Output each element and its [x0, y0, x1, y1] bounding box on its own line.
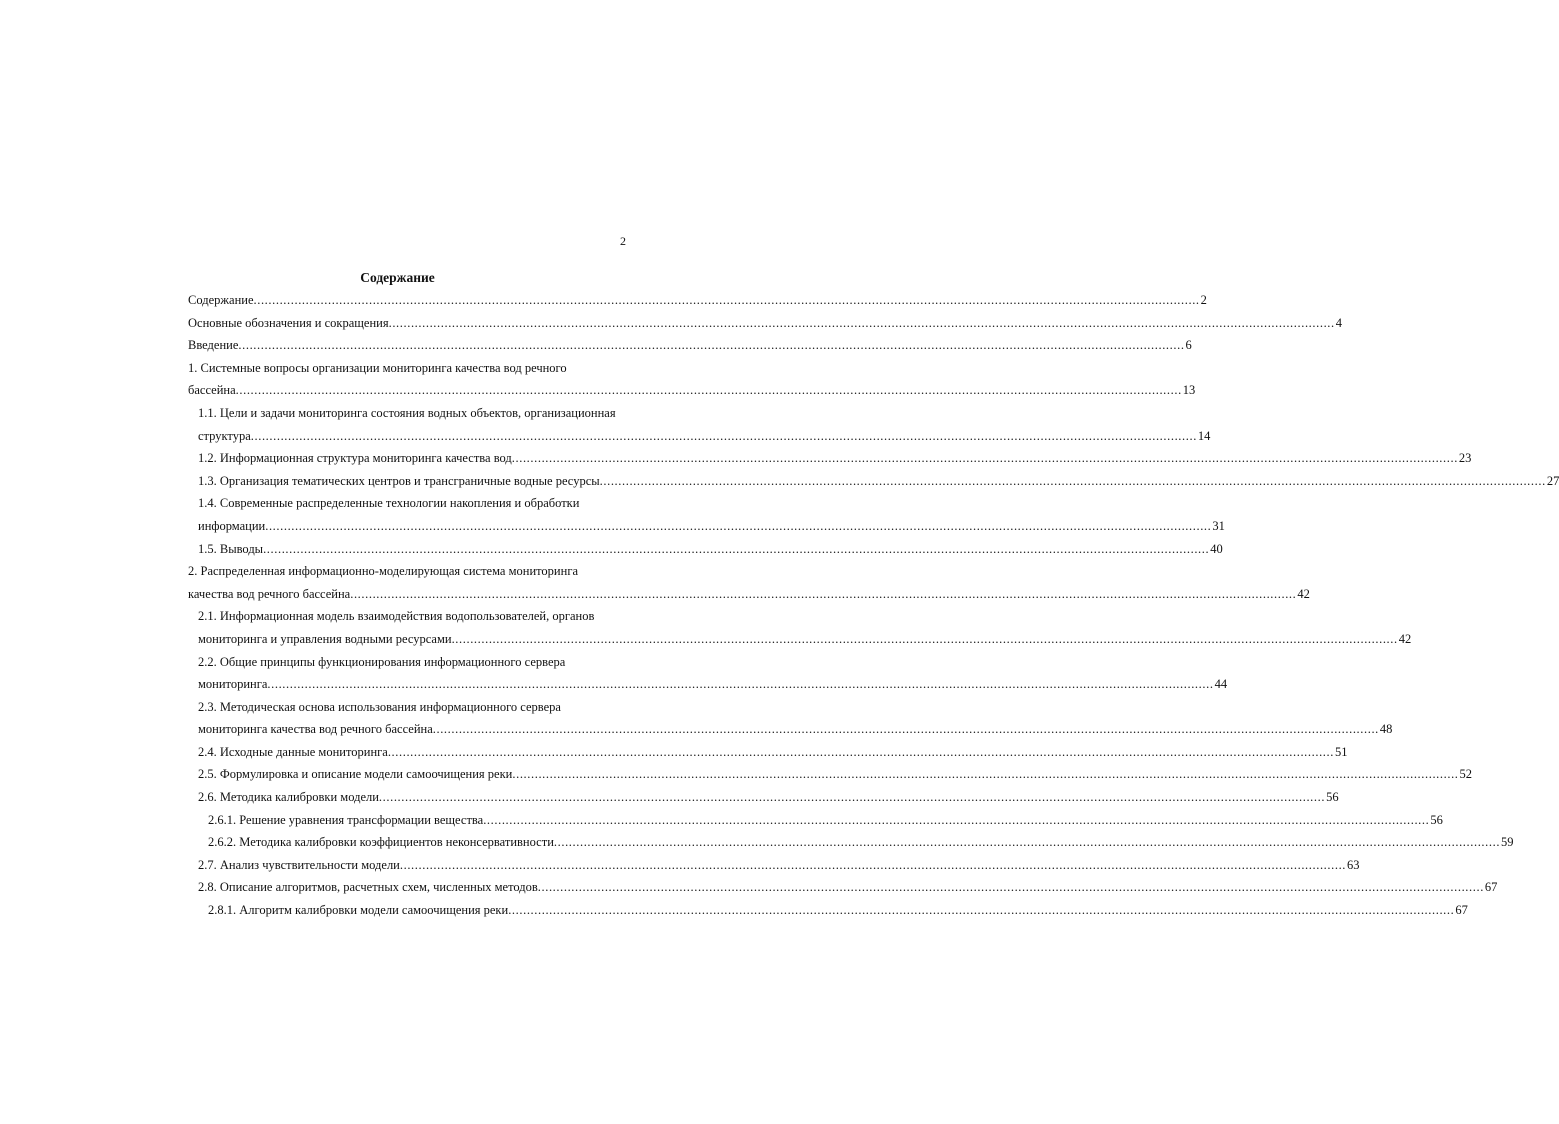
- toc-entry-leader-line: [198, 854, 1360, 877]
- toc-entry-title: 2.6.2. Методика калибровки коэффициентов неконсервативности: [208, 835, 554, 850]
- toc-entry-page-number: 4: [1335, 315, 1342, 330]
- toc-dot-leader: [267, 673, 1213, 696]
- toc-dot-leader: [538, 876, 1484, 899]
- toc-entry: [188, 786, 1339, 809]
- toc-entry-title: информации: [198, 518, 266, 533]
- toc-entry-title: 2.6.1. Решение уравнения трансформации вещества: [208, 812, 484, 827]
- toc-entry-leader-line: [198, 425, 1211, 448]
- toc-entry: [188, 538, 1223, 561]
- toc-entry-leader-line: [198, 538, 1223, 561]
- toc-entry-title: 2.8.1. Алгоритм калибровки модели самоочищения реки: [208, 903, 509, 918]
- toc-entry-leader-line: [198, 470, 1559, 493]
- toc-entry: [188, 741, 1348, 764]
- toc-dot-leader: [600, 470, 1546, 493]
- toc-entry-page-number: 56: [1430, 812, 1443, 827]
- toc-entry-title: Основные обозначения и сокращения: [188, 315, 389, 330]
- toc-entry-page-number: 51: [1334, 744, 1348, 759]
- toc-entry-page-number: 2: [1200, 293, 1207, 307]
- toc-entry-title: 2.8. Описание алгоритмов, расчетных схем, численных методов: [198, 880, 538, 895]
- toc-entry-title: 2.4. Исходные данные мониторинга: [198, 744, 388, 759]
- toc-dot-leader: [254, 289, 1200, 312]
- toc-dot-leader: [265, 515, 1211, 538]
- toc-entry-leader-line: [188, 289, 1207, 312]
- toc-entry-text-line: 1.4. Современные распределенные технологии накопления и обработки: [198, 496, 580, 511]
- toc-entry-page-number: 44: [1214, 677, 1228, 692]
- toc-entry: [188, 312, 1342, 335]
- toc-entry: [188, 809, 1443, 832]
- toc-entry-leader-line: [188, 379, 1196, 402]
- toc-entry-page-number: 14: [1197, 428, 1211, 443]
- toc-entry-title: мониторинга и управления водными ресурсами: [198, 631, 452, 646]
- toc-entry-page-number: 42: [1297, 586, 1310, 601]
- toc-dot-leader: [512, 763, 1458, 786]
- toc-entry-leader-line: [208, 809, 1443, 832]
- toc-entry-page-number: 42: [1398, 631, 1412, 646]
- toc-dot-leader: [512, 447, 1458, 470]
- toc-entry-page-number: 6: [1185, 338, 1192, 353]
- toc-dot-leader: [452, 628, 1398, 651]
- toc-entry-title: Введение: [188, 338, 239, 353]
- toc-entry-text-line: 1.1. Цели и задачи мониторинга состояния водных объектов, организационная: [198, 405, 616, 420]
- page-number: 2: [620, 234, 626, 248]
- toc-entry-title: бассейна: [188, 383, 236, 398]
- toc-dot-leader: [433, 718, 1379, 741]
- toc-entry-title: 2.7. Анализ чувствительности модели: [198, 857, 400, 872]
- toc-entry-title: структура: [198, 428, 251, 443]
- toc-entry-page-number: 52: [1459, 767, 1473, 782]
- toc-dot-leader: [379, 786, 1325, 809]
- toc-entry-title: качества вод речного бассейна: [188, 586, 351, 601]
- toc-entry-text-line: 2.2. Общие принципы функционирования информационного сервера: [198, 654, 566, 669]
- toc-entry-page-number: 59: [1501, 835, 1514, 850]
- toc-entry-leader-line: [198, 876, 1498, 899]
- toc-entry-leader-line: [188, 312, 1342, 335]
- toc-entry-page-number: 31: [1212, 518, 1225, 533]
- toc-entry-title: мониторинга: [198, 677, 268, 692]
- toc-entry-page-number: 48: [1379, 722, 1393, 737]
- toc-entry-page-number: 56: [1326, 790, 1339, 805]
- toc-entry-text-line: 2.1. Информационная модель взаимодействия водопользователей, органов: [198, 609, 595, 624]
- toc-entry-leader-line: [198, 515, 1225, 538]
- toc-entry-page-number: 27: [1546, 473, 1559, 488]
- toc-entry: [188, 357, 1196, 402]
- toc-entry: [188, 854, 1360, 877]
- toc-entry-title: 1.3. Организация тематических центров и трансграничные водные ресурсы: [198, 473, 600, 488]
- toc-entry-leader-line: [198, 447, 1472, 470]
- toc-entry-leader-line: [198, 741, 1348, 764]
- toc-entry-text-line: 1. Системные вопросы организации мониторинга качества вод речного: [188, 360, 567, 375]
- toc-entry-leader-line: [198, 763, 1473, 786]
- toc-entry: [188, 402, 1211, 447]
- toc-dot-leader: [389, 312, 1335, 335]
- toc-entry: [188, 560, 1310, 605]
- toc-entry-text-line: 2. Распределенная информационно-моделирующая система мониторинга: [188, 564, 578, 579]
- toc-dot-leader: [483, 809, 1429, 832]
- toc-entry-leader-line: [198, 628, 1412, 651]
- toc-entry-leader-line: [198, 673, 1228, 696]
- toc-dot-leader: [554, 831, 1500, 854]
- toc-entry-title: мониторинга качества вод речного бассейна: [198, 722, 433, 737]
- table-of-contents: [188, 289, 1559, 922]
- toc-dot-leader: [508, 899, 1454, 922]
- toc-entry-leader-line: [208, 831, 1514, 854]
- toc-entry: [188, 899, 1468, 922]
- toc-entry-leader-line: [208, 899, 1468, 922]
- toc-entry-leader-line: [198, 718, 1393, 741]
- toc-entry-title: 2.6. Методика калибровки модели: [198, 790, 379, 805]
- toc-title: Содержание: [360, 270, 435, 285]
- toc-entry: [188, 651, 1228, 696]
- toc-entry: [188, 696, 1393, 741]
- toc-entry-page-number: 67: [1455, 903, 1468, 918]
- toc-entry-page-number: 13: [1182, 383, 1196, 398]
- toc-dot-leader: [350, 583, 1296, 606]
- toc-dot-leader: [238, 334, 1184, 357]
- toc-entry: [188, 763, 1473, 786]
- toc-dot-leader: [388, 741, 1334, 764]
- toc-entry-leader-line: [188, 583, 1310, 606]
- toc-entry-leader-line: [198, 786, 1339, 809]
- toc-entry: [188, 876, 1498, 899]
- toc-entry-title: 1.5. Выводы: [198, 541, 264, 556]
- toc-dot-leader: [263, 538, 1209, 561]
- toc-entry-page-number: 67: [1484, 880, 1498, 895]
- toc-entry-title: 2.5. Формулировка и описание модели самоочищения реки: [198, 767, 513, 782]
- toc-entry: [188, 605, 1412, 650]
- toc-entry-text-line: 2.3. Методическая основа использования информационного сервера: [198, 699, 561, 714]
- toc-entry-title: Содержание: [188, 293, 254, 307]
- toc-entry: [188, 289, 1207, 312]
- toc-dot-leader: [400, 854, 1346, 877]
- toc-entry-title: 1.2. Информационная структура мониторинга качества вод: [198, 451, 512, 466]
- toc-entry-leader-line: [188, 334, 1192, 357]
- toc-entry-page-number: 63: [1347, 857, 1360, 872]
- toc-entry: [188, 492, 1225, 537]
- toc-entry: [188, 447, 1472, 470]
- toc-entry: [188, 470, 1559, 493]
- toc-entry: [188, 334, 1192, 357]
- toc-entry-page-number: 40: [1210, 541, 1223, 556]
- toc-entry: [188, 831, 1514, 854]
- toc-dot-leader: [236, 379, 1182, 402]
- toc-dot-leader: [251, 425, 1197, 448]
- toc-entry-page-number: 23: [1458, 451, 1472, 466]
